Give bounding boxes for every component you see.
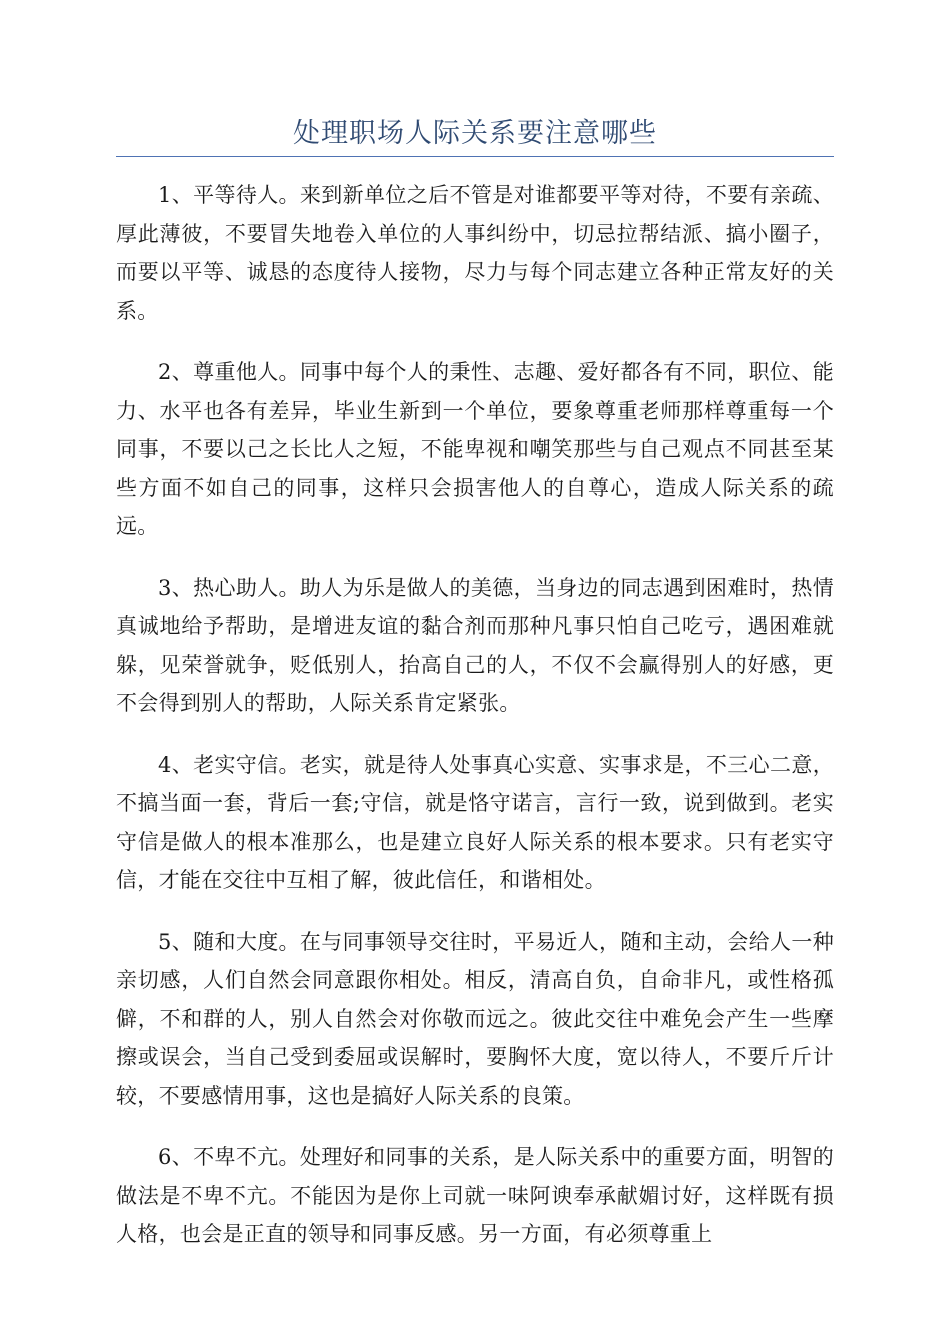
paragraph-2: 2、尊重他人。同事中每个人的秉性、志趣、爱好都各有不同，职位、能力、水平也各有差异，毕业生新到一个单位，要象尊重老师那样尊重每一个同事，不要以己之长比人之短，不能卑视和嘲笑那些与自己观点不同甚至某些方面不如自己的同事，这样只会损害他人的自尊心，造成人际关系的疏远。: [116, 360, 834, 538]
paragraph-6: 6、不卑不亢。处理好和同事的关系，是人际关系中的重要方面，明智的做法是不卑不亢。不能因为是你上司就一味阿谀奉承献媚讨好，这样既有损人格，也会是正直的领导和同事反感。另一方面，有必须尊重上: [116, 1145, 834, 1246]
document-body: [116, 176, 834, 1277]
paragraph-4: 4、老实守信。老实，就是待人处事真心实意、实事求是，不三心二意，不搞当面一套，背后一套;守信，就是恪守诺言，言行一致，说到做到。老实守信是做人的根本准那么，也是建立良好人际关系的根本要求。只有老实守信，才能在交往中互相了解，彼此信任，和谐相处。: [116, 752, 834, 892]
paragraph-5: 5、随和大度。在与同事领导交往时，平易近人，随和主动，会给人一种亲切感，人们自然会同意跟你相处。相反，清高自负，自命非凡，或性格孤僻，不和群的人，别人自然会对你敬而远之。彼此交往中难免会产生一些摩擦或误会，当自己受到委屈或误解时，要胸怀大度，宽以待人，不要斤斤计较，不要感情用事，这也是搞好人际关系的良策。: [116, 929, 834, 1108]
paragraph-3: 3、热心助人。助人为乐是做人的美德，当身边的同志遇到困难时，热情真诚地给予帮助，是增进友谊的黏合剂而那种凡事只怕自己吃亏，遇困难就躲，见荣誉就争，贬低别人，抬高自己的人，不仅不会赢得别人的好感，更不会得到别人的帮助，人际关系肯定紧张。: [116, 575, 834, 715]
document-title: 处理职场人际关系要注意哪些: [293, 118, 657, 149]
paragraph-1: 1、平等待人。来到新单位之后不管是对谁都要平等对待，不要有亲疏、厚此薄彼，不要冒失地卷入单位的人事纠纷中，切忌拉帮结派、搞小圈子，而要以平等、诚恳的态度待人接物，尽力与每个同志建立各种正常友好的关系。: [116, 183, 834, 323]
title-underline: [116, 156, 834, 157]
